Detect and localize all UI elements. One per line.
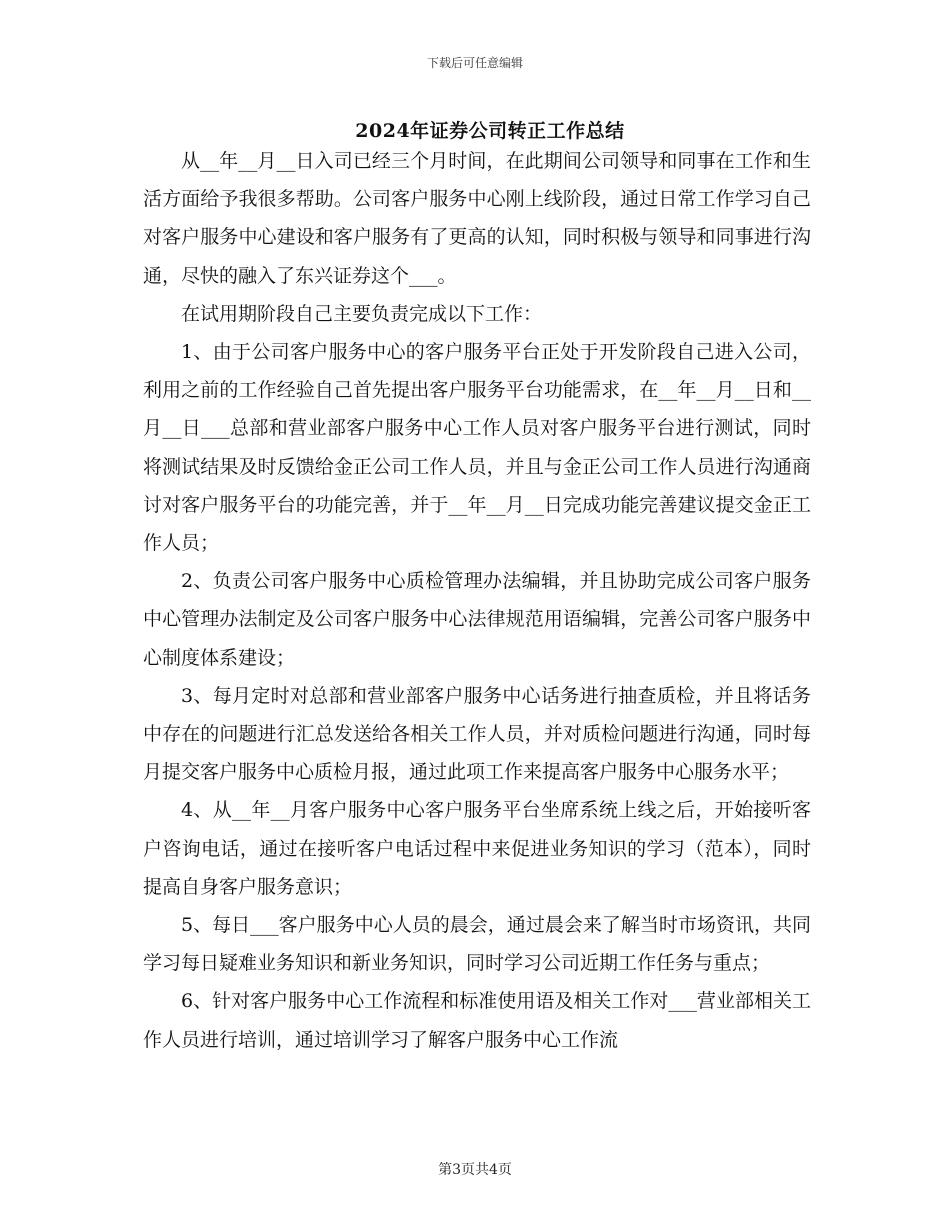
paragraph-intro: 从__年__月__日入司已经三个月时间，在此期间公司领导和同事在工作和生活方面给予我很多帮助。公司客户服务中心刚上线阶段，通过日常工作学习自己对客户服务中心建设和客户服务有了更高的认知，同时积极与领导和同事进行沟通，尽快的融入了东兴证券这个___。 <box>143 150 811 287</box>
paragraph-item-4: 4、从__年__月客户服务中心客户服务平台坐席系统上线之后，开始接听客户咨询电话，通过在接听客户电话过程中来促进业务知识的学习（范本），同时提高自身客户服务意识； <box>143 799 811 898</box>
header-note: 下载后可任意编辑 <box>426 56 523 70</box>
paragraph-item-1: 1、由于公司客户服务中心的客户服务平台正处于开发阶段自己进入公司，利用之前的工作经验自己首先提出客户服务平台功能需求，在__年__月__日和__月__日___总部和营业部客户服务中心工作人员对客户服务平台进行测试，同时将测试结果及时反馈给金正公司工作人员，并且与金正公司工作人员进行沟通商讨对客户服务平台的功能完善，并于__年__月__日完成功能完善建议提交金正工作人员； <box>143 341 811 555</box>
document-title: 2024年证券公司转正工作总结 <box>355 120 625 142</box>
document-body <box>143 142 811 1059</box>
page-number: 第3页共4页 <box>438 1162 512 1178</box>
paragraph-item-6: 6、针对客户服务中心工作流程和标准使用语及相关工作对___营业部相关工作人员进行培训，通过培训学习了解客户服务中心工作流 <box>143 990 811 1051</box>
paragraph-item-3: 3、每月定时对总部和营业部客户服务中心话务进行抽查质检，并且将话务中存在的问题进行汇总发送给各相关工作人员，并对质检问题进行沟通，同时每月提交客户服务中心质检月报，通过此项工作来提高客户服务中心服务水平； <box>143 684 811 784</box>
paragraph-lead: 在试用期阶段自己主要负责完成以下工作： <box>181 302 543 325</box>
paragraph-item-5: 5、每日___客户服务中心人员的晨会，通过晨会来了解当时市场资讯，共同学习每日疑难业务知识和新业务知识，同时学习公司近期工作任务与重点； <box>143 914 811 975</box>
paragraph-item-2: 2、负责公司客户服务中心质检管理办法编辑，并且协助完成公司客户服务中心管理办法制定及公司客户服务中心法律规范用语编辑，完善公司客户服务中心制度体系建设； <box>143 570 811 669</box>
